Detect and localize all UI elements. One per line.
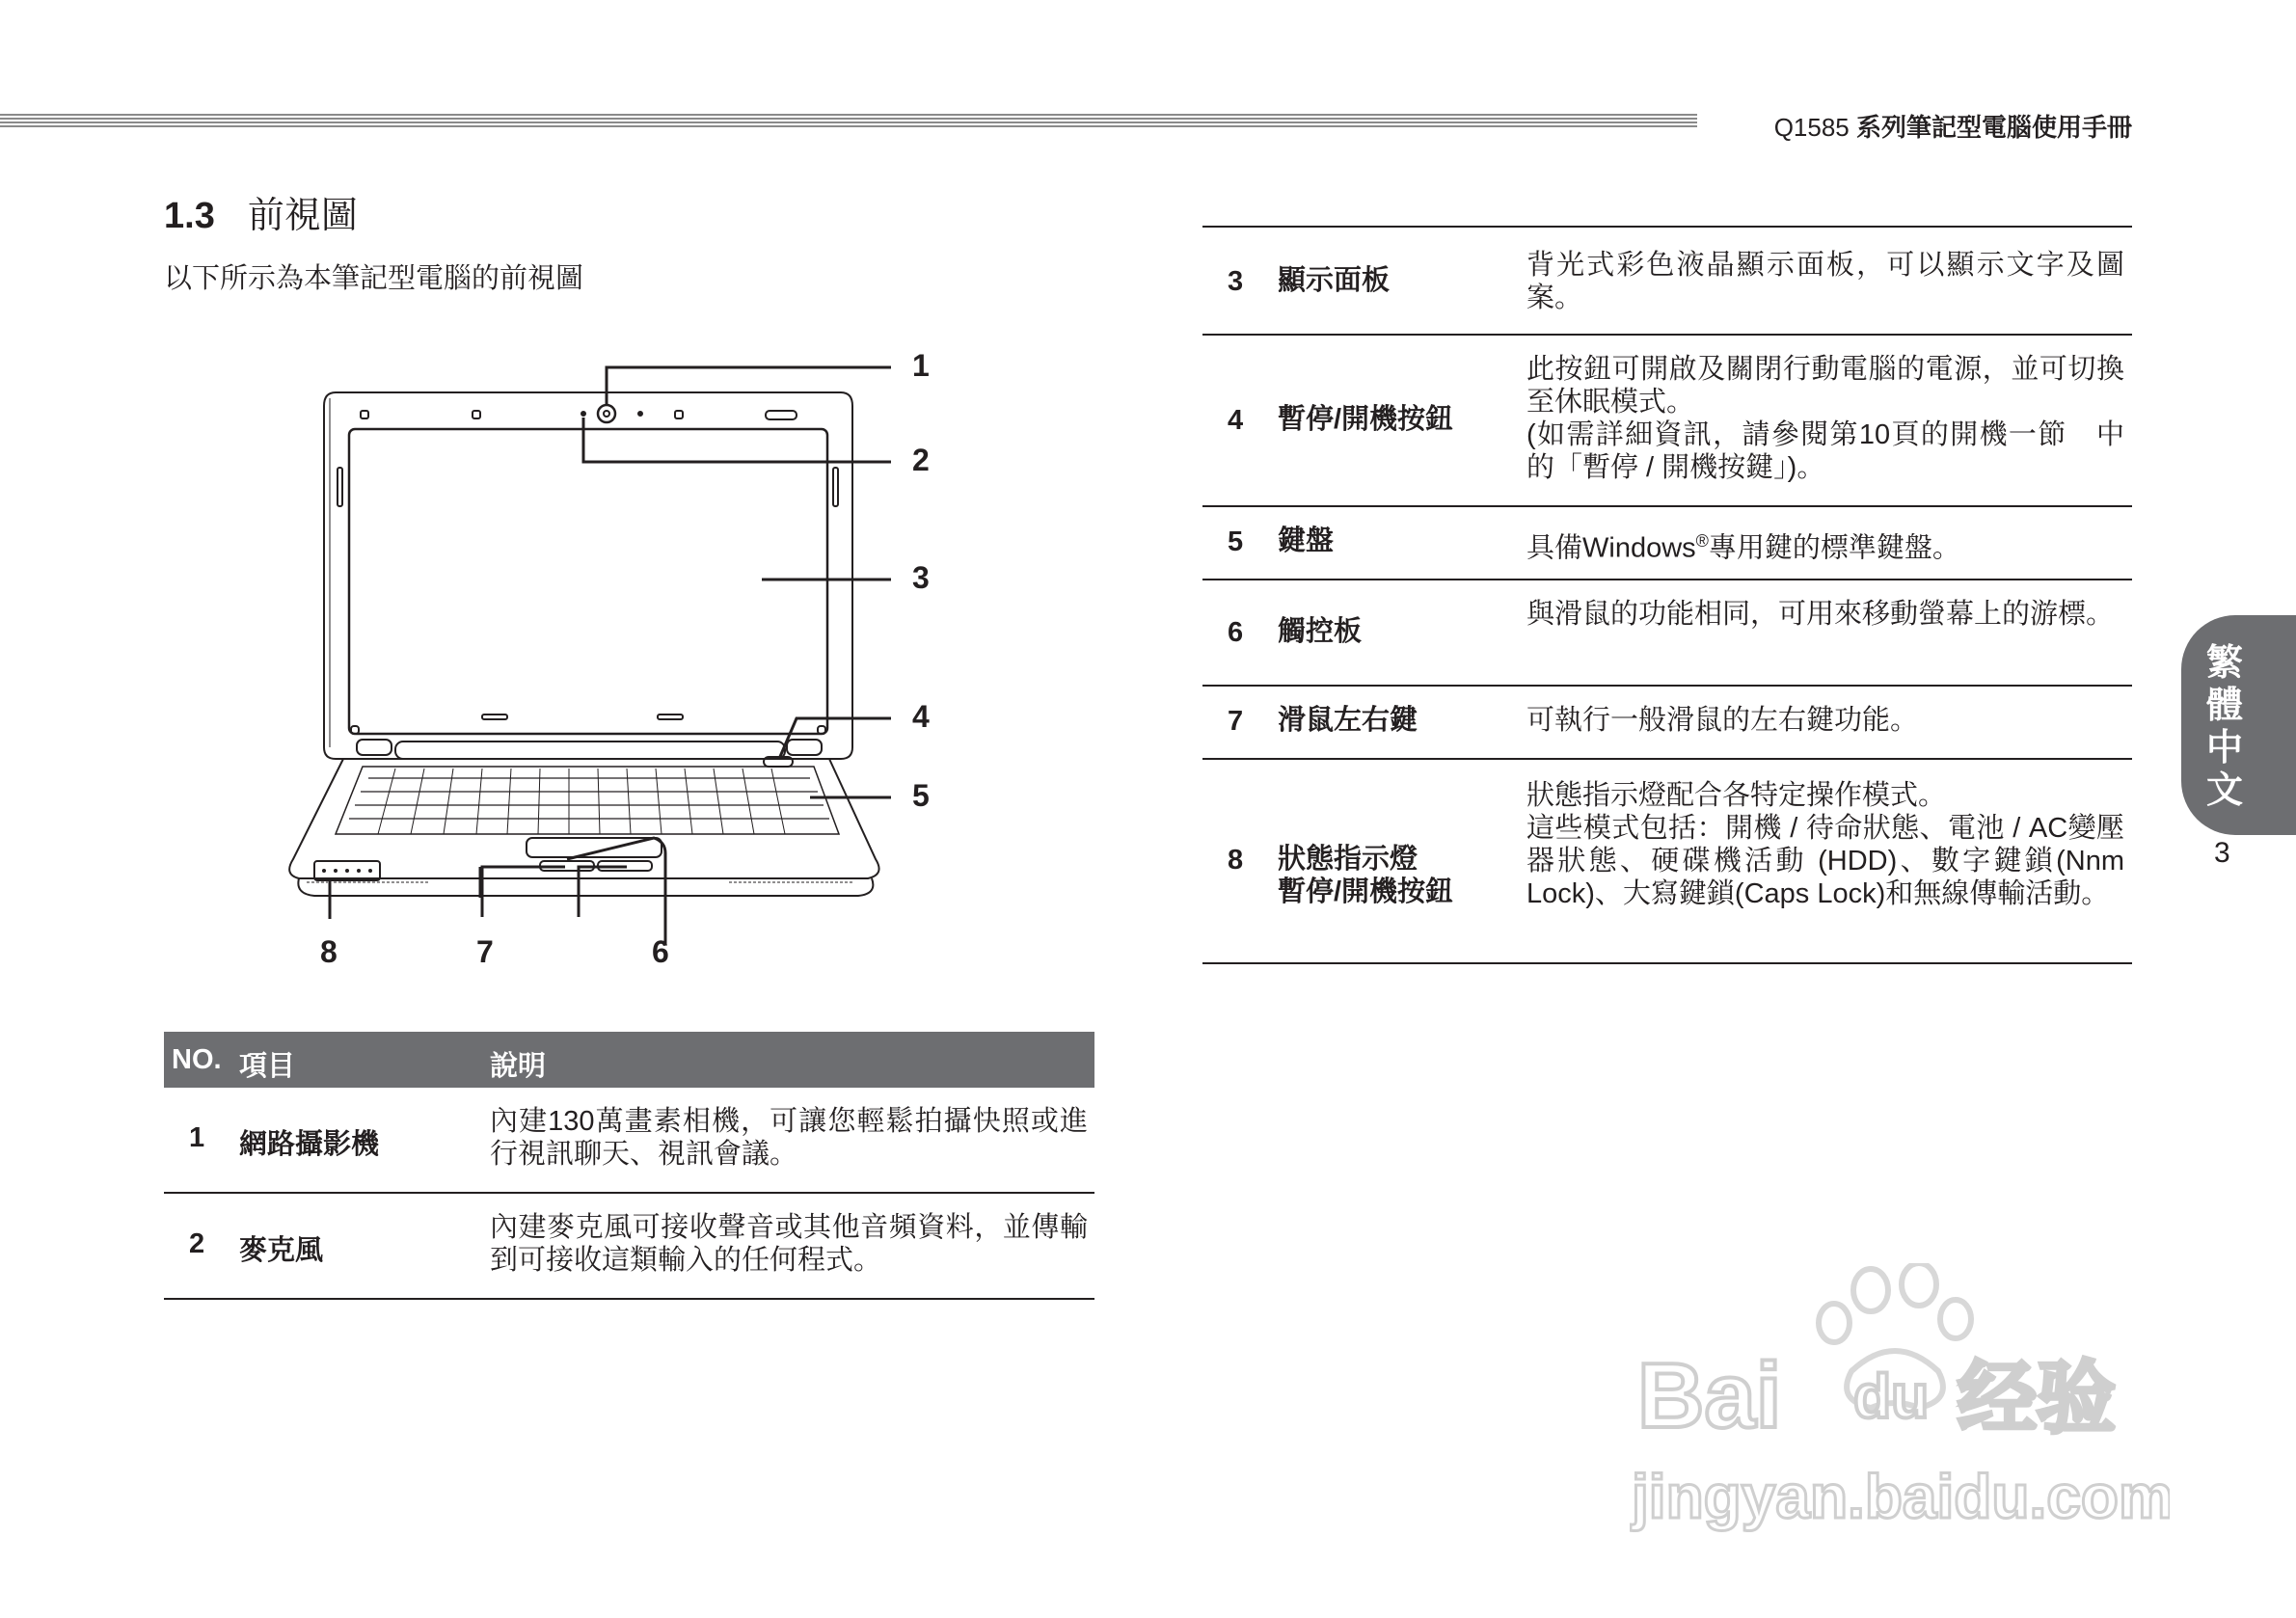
- callout-7: 7: [476, 934, 494, 969]
- watermark-brand-a: Bai: [1637, 1344, 1782, 1447]
- watermark-brand-c: 经验: [1958, 1355, 2117, 1443]
- language-tab: [2181, 615, 2296, 835]
- parts-table-left: [164, 1032, 1094, 1300]
- header-desc: 說明: [490, 1051, 547, 1082]
- table-row: 4 暫停/開機按鈕 此按鈕可開啟及關閉行動電腦的電源，並可切換至休眠模式。 (如需詳細資訊，請參閱第10頁的開機一節 中的「暫停 / 開機按鍵」)。: [1202, 336, 2132, 507]
- header-item: 項目: [239, 1051, 296, 1082]
- callout-1: 1: [912, 348, 930, 383]
- table-row: 6 觸控板 與滑鼠的功能相同，可用來移動螢幕上的游標。: [1202, 580, 2132, 687]
- section-heading: [164, 185, 358, 238]
- table-row: 5 鍵盤 具備Windows®專用鍵的標準鍵盤。: [1202, 507, 2132, 580]
- manual-title: Q1585 系列筆記型電腦使用手冊: [1773, 113, 2132, 142]
- callout-4: 4: [912, 699, 930, 734]
- language-tab-label: 繁體中文: [2205, 643, 2243, 811]
- parts-table-right: [1202, 226, 2132, 964]
- page-number: 3: [2214, 837, 2230, 869]
- callout-2: 2: [912, 443, 930, 477]
- callout-5: 5: [912, 778, 930, 813]
- watermark-brand-b: du: [1853, 1362, 1930, 1431]
- callout-3: 3: [912, 560, 930, 595]
- table-row: 3 顯示面板 背光式彩色液晶顯示面板，可以顯示文字及圖案。: [1202, 228, 2132, 336]
- callout-8: 8: [320, 934, 338, 969]
- table-header: [164, 1032, 1094, 1088]
- laptop-front-view-figure: [260, 342, 955, 979]
- paw-icon: [1630, 1263, 2170, 1533]
- section-title: 前視圖: [247, 196, 358, 236]
- laptop-illustration: [260, 342, 955, 979]
- header-no: NO.: [172, 1044, 222, 1075]
- table-row: 8 狀態指示燈 暫停/開機按鈕 狀態指示燈配合各特定操作模式。 這些模式包括：開機 / 待命狀態、電池 / AC變壓器狀態、硬碟機活動 (HDD)、數字鍵鎖(Nnm Lock)、大寫鍵鎖(Caps Lock)和無線傳輸活動。: [1202, 760, 2132, 964]
- baidu-watermark: [1630, 1263, 2170, 1533]
- table-row: 2 麥克風 內建麥克風可接收聲音或其他音頻資料，並傳輸到可接收這類輸入的任何程式。: [164, 1194, 1094, 1300]
- table-row: 1 網路攝影機 內建130萬畫素相機，可讓您輕鬆拍攝快照或進行視訊聊天、視訊會議。: [164, 1088, 1094, 1194]
- callout-6: 6: [652, 934, 669, 969]
- header-rule: [0, 114, 1697, 135]
- section-number: 1.3: [164, 196, 215, 236]
- watermark-url: jingyan.baidu.com: [1632, 1462, 2170, 1531]
- table-row: 7 滑鼠左右鍵 可執行一般滑鼠的左右鍵功能。: [1202, 687, 2132, 760]
- section-subtitle: 以下所示為本筆記型電腦的前視圖: [164, 263, 584, 294]
